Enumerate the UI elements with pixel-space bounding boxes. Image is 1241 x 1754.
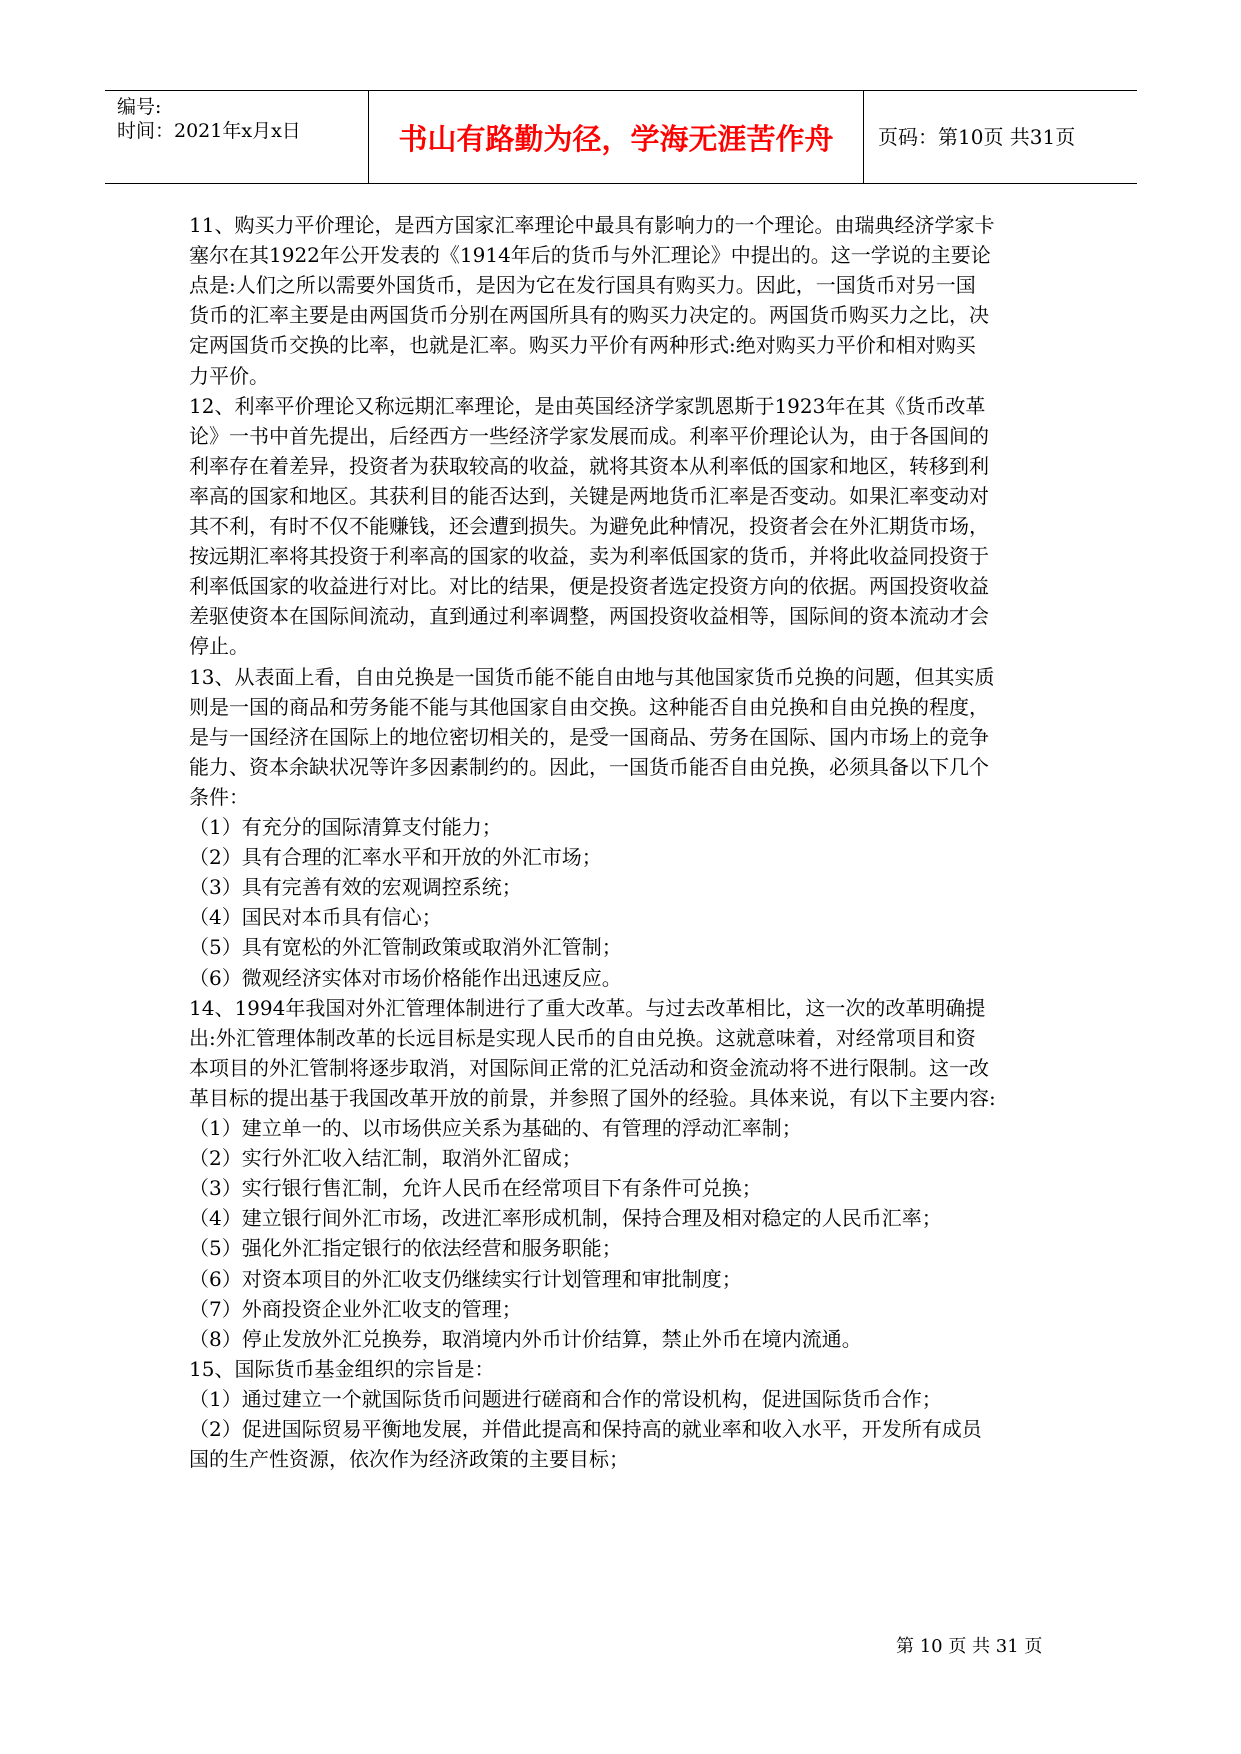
body-line: 则是一国的商品和劳务能不能与其他国家自由交换。这种能否自由兑换和自由兑换的程度， (189, 694, 989, 719)
body-line: 货币的汇率主要是由两国货币分别在两国所具有的购买力决定的。两国货币购买力之比，决 (189, 303, 989, 328)
body-line: 出:外汇管理体制改革的长远目标是实现人民币的自由兑换。这就意味着，对经常项目和资 (189, 1025, 976, 1050)
body-line: （6）对资本项目的外汇收支仍继续实行计划管理和审批制度； (189, 1266, 742, 1291)
body-line: 11、购买力平价理论，是西方国家汇率理论中最具有影响力的一个理论。由瑞典经济学家卡 (189, 213, 995, 237)
body-line: （1）通过建立一个就国际货币问题进行磋商和合作的常设机构，促进国际货币合作； (189, 1386, 942, 1411)
body-line: （2）具有合理的汇率水平和开放的外汇市场； (189, 845, 602, 870)
body-line: （3）具有完善有效的宏观调控系统； (189, 875, 522, 900)
body-line: （2）实行外汇收入结汇制，取消外汇留成； (189, 1146, 582, 1171)
time-label: 时间：2021年x月x日 (117, 120, 301, 142)
body-line: （6）微观经济实体对市场价格能作出迅速反应。 (189, 965, 622, 990)
body-line: 本项目的外汇管制将逐步取消，对国际间正常的汇兑活动和资金流动将不进行限制。这一改 (189, 1055, 989, 1080)
body-line: （4）国民对本币具有信心； (189, 905, 442, 930)
body-line: 按远期汇率将其投资于利率高的国家的收益，卖为利率低国家的货币，并将此收益同投资于 (189, 544, 989, 569)
body-line: （3）实行银行售汇制，允许人民币在经常项目下有条件可兑换； (189, 1176, 762, 1201)
body-line: 定两国货币交换的比率，也就是汇率。购买力平价有两种形式:绝对购买力平价和相对购买 (189, 333, 976, 358)
body-line: 能力、资本余缺状况等许多因素制约的。因此，一国货币能否自由兑换，必须具备以下几个 (189, 754, 989, 779)
body-line: 其不利，有时不仅不能赚钱，还会遭到损失。为避免此种情况，投资者会在外汇期货市场， (189, 514, 989, 538)
header-page-info: 页码：第10页 共31页 (878, 125, 1076, 149)
body-line: 条件： (189, 784, 249, 809)
body-line: （8）停止发放外汇兑换券，取消境内外币计价结算，禁止外币在境内流通。 (189, 1326, 862, 1351)
body-line: 停止。 (189, 634, 249, 659)
body-line: 是与一国经济在国际上的地位密切相关的，是受一国商品、劳务在国际、国内市场上的竞争 (189, 724, 989, 749)
body-line: 革目标的提出基于我国改革开放的前景，并参照了国外的经验。具体来说，有以下主要内容: (189, 1085, 996, 1110)
header-motto: 书山有路勤为径，学海无涯苦作舟 (398, 122, 834, 156)
body-line: （2）促进国际贸易平衡地发展，并借此提高和保持高的就业率和收入水平，开发所有成员 (189, 1417, 982, 1441)
body-line: 利率低国家的收益进行对比。对比的结果，便是投资者选定投资方向的依据。两国投资收益 (189, 574, 989, 599)
serial-number-label: 编号: (117, 96, 162, 118)
body-line: 14、1994年我国对外汇管理体制进行了重大改革。与过去改革相比，这一次的改革明确提 (189, 995, 986, 1020)
body-line: （1）建立单一的、以市场供应关系为基础的、有管理的浮动汇率制； (189, 1116, 802, 1140)
body-line: 率高的国家和地区。其获利目的能否达到，关键是两地货币汇率是否变动。如果汇率变动对 (189, 483, 989, 508)
body-line: 15、国际货币基金组织的宗旨是： (189, 1356, 495, 1381)
body-line: （5）强化外汇指定银行的依法经营和服务职能； (189, 1236, 622, 1261)
body-line: 点是:人们之所以需要外国货币，是因为它在发行国具有购买力。因此，一国货币对另一国 (189, 273, 976, 298)
body-line: （4）建立银行间外汇市场，改进汇率形成机制，保持合理及相对稳定的人民币汇率； (189, 1206, 942, 1231)
page-footer: 第 10 页 共 31 页 (896, 1636, 1043, 1657)
body-line: 利率存在着差异，投资者为获取较高的收益，就将其资本从利率低的国家和地区，转移到利 (189, 453, 989, 478)
body-line: 国的生产性资源，依次作为经济政策的主要目标； (189, 1447, 629, 1472)
body-line: 塞尔在其1922年公开发表的《1914年后的货币与外汇理论》中提出的。这一学说的主要论 (189, 243, 991, 268)
body-line: （5）具有宽松的外汇管制政策或取消外汇管制； (189, 935, 622, 960)
body-line: 差驱使资本在国际间流动，直到通过利率调整，两国投资收益相等，国际间的资本流动才会 (189, 604, 989, 629)
body-line: （1）有充分的国际清算支付能力； (189, 815, 502, 839)
body-line: 论》一书中首先提出，后经西方一些经济学家发展而成。利率平价理论认为，由于各国间的 (189, 423, 989, 448)
body-line: 力平价。 (189, 363, 269, 388)
body-line: 13、从表面上看，自由兑换是一国货币能不能自由地与其他国家货币兑换的问题，但其实质 (189, 664, 995, 689)
body-line: （7）外商投资企业外汇收支的管理； (189, 1296, 522, 1321)
body-line: 12、利率平价理论又称远期汇率理论，是由英国经济学家凯恩斯于1923年在其《货币改革 (189, 393, 986, 418)
